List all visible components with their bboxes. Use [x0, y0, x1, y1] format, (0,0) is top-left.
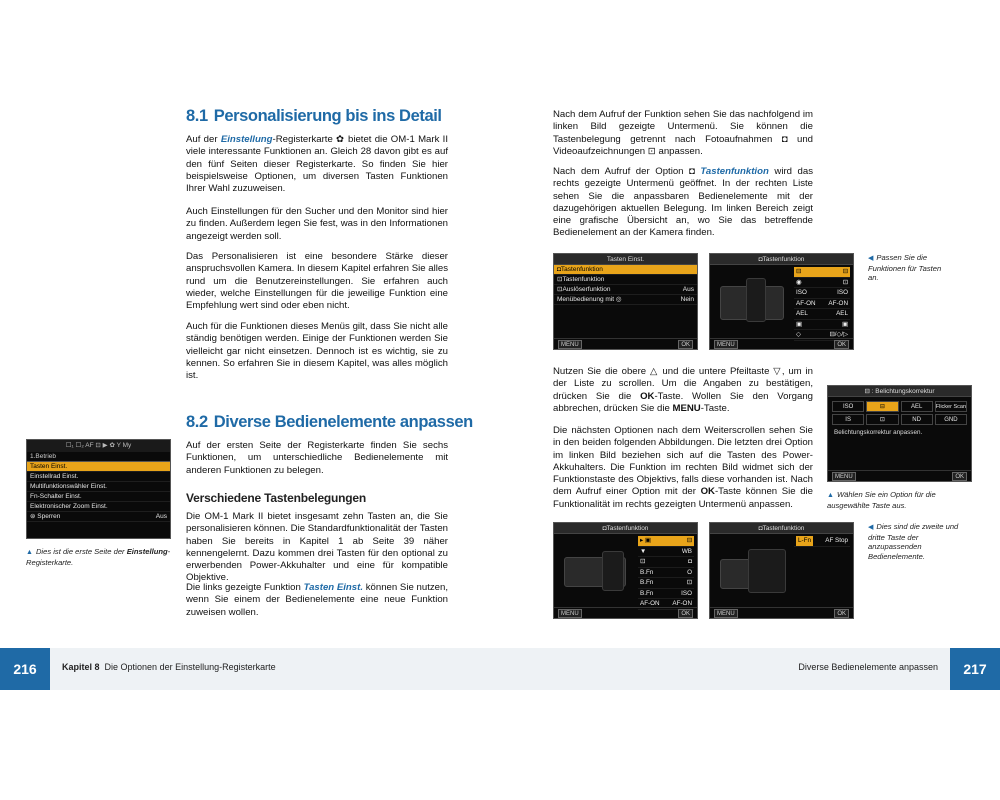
menu-row	[27, 492, 170, 502]
figure-caption	[868, 522, 963, 561]
subheading: Verschiedene Tastenbelegungen	[186, 491, 367, 505]
camera-menu-screenshot	[26, 439, 171, 539]
text: Dies ist die erste Seite der	[35, 547, 127, 556]
button-key: AEL	[796, 310, 808, 317]
menu-back-label: MENU	[832, 472, 856, 481]
button-key: ◉	[796, 278, 802, 286]
button-key: ISO	[796, 289, 807, 296]
button-key: ▣	[796, 320, 802, 328]
menu-back-label: MENU	[714, 340, 738, 349]
menu-row	[27, 472, 170, 482]
menu-page-label: 1.Betrieb	[27, 452, 170, 462]
button-key: ▸ ▣	[640, 537, 651, 544]
belichtungskorrektur-screen	[827, 385, 972, 482]
text: wird das rechts gezeigte Untermenü geöffnet. In der rechten Liste sehen Sie die anpassbaren Bedienelemente mit der dazugehörigen aktuellen Belegung. Im linken Bereich zeigt eine grafische Übersicht an, wo Sie das betreffende Bedienelement an der Kamera finden.	[553, 166, 814, 239]
text: OK	[700, 486, 715, 498]
paragraph-r1: Nach dem Aufruf der Funktion sehen Sie das nachfolgend im linken Bild gezeigte Untermenü. Sie können die Tastenbelegung getrennt nach Fotoaufnahmen ◘ und Videoaufzeichnungen ⊡ anpassen.	[553, 109, 813, 157]
button-value: ▣	[842, 320, 848, 328]
text: Wählen Sie ein Option für die ausgewählte Taste aus.	[827, 490, 936, 510]
button-key: AF-ON	[640, 600, 660, 607]
option-cell: ⊟	[866, 401, 898, 412]
caption-triangle-icon: ▲	[26, 549, 33, 556]
mapping-row	[794, 288, 850, 299]
mapping-row	[638, 578, 694, 589]
paragraph-2: Auch Einstellungen für den Sucher und den Monitor sind hier zu finden. Außerdem legen Sie fest, was in den Informationen angezeigt werden soll.	[186, 206, 448, 242]
text: -Taste. Wollen Sie den Vorgang abbrechen, drücken Sie die	[553, 390, 814, 414]
button-key: ⊡	[640, 558, 646, 565]
button-value: AEL	[836, 310, 848, 317]
paragraph-3: Das Personalisieren ist eine besondere Stärke dieser anspruchsvollen Kamera. In diesem Kapitel erfahren Sie alles rund um die Benutzereinstellungen. Sie erfahren auch wieder, welche Einstellungen für die jeweilige Funktion eine Empfehlung wert sind oder eben nicht.	[186, 251, 448, 312]
button-value: ⊡	[842, 278, 848, 286]
text: Die links gezeigte Funktion	[186, 582, 304, 593]
screen-title: Tasten Einst.	[554, 254, 697, 265]
text: Dies sind die zweite und dritte Taste der anzupassenden Bedienelemente.	[868, 522, 959, 561]
chapter-title: Die Optionen der Einstellung-Registerkarte	[104, 662, 276, 672]
mapping-row	[638, 547, 694, 558]
figure-caption	[868, 253, 953, 283]
camera-illustration	[718, 272, 788, 334]
ok-label: OK	[952, 472, 967, 481]
menu-back-label: MENU	[558, 609, 582, 618]
mapping-row	[794, 267, 850, 278]
option-cell: ND	[901, 414, 933, 425]
text: können Sie nutzen, wenn Sie einem der Bedienelemente eine neue Funktion zuweisen wollen.	[186, 582, 448, 618]
option-cell: ⊡	[866, 414, 898, 425]
paragraph-r4	[553, 425, 813, 511]
page-number-left: 216	[0, 648, 50, 690]
paragraph-r3	[553, 366, 813, 415]
mapping-row	[794, 299, 850, 310]
row-label: Einstellrad Einst.	[30, 473, 79, 480]
text: Nach dem Aufruf der Option ◘	[553, 166, 701, 177]
row-label: ⊡Tastenfunktion	[557, 276, 605, 283]
text: -Registerkarte ✿ bietet die OM-1 Mark II viele interessante Funktionen an. Gleich 28 davon gibt es auf den fünf Seiten dieser Registerkarte. So finden Sie hier beispielsweise Optionen, um diversen Tasten Funktionen Ihrer Wahl zuzuweisen.	[186, 134, 448, 195]
button-value: ⊟	[686, 537, 692, 544]
paragraph-r2	[553, 166, 813, 240]
paragraph-5: Auf der ersten Seite der Registerkarte finden Sie sechs Funktionen, um unterschiedliche Bedienelemente mit anderen Funktionen zu belegen.	[186, 440, 448, 476]
paragraph-4: Auch für die Funktionen dieses Menüs gilt, dass Sie nicht alle ständig benötigen werden. Einige der Funktionen werden Sie vielleicht gar nicht einsetzen. Dennoch ist es wichtig, sie zu kennen. So erfahren Sie in diesem Kapitel, was alles möglich ist.	[186, 321, 448, 382]
caption-triangle-icon: ◀	[868, 255, 874, 262]
camera-lens-shape	[748, 549, 786, 593]
chapter-label: Kapitel 8	[62, 662, 100, 672]
highlight-term: Tasten Einst.	[303, 582, 363, 593]
option-cell: ISO	[832, 401, 864, 412]
footer-chapter	[62, 662, 276, 672]
camera-lens-shape	[746, 278, 766, 322]
ok-label: OK	[678, 609, 693, 618]
menu-row	[554, 265, 697, 275]
mapping-row	[638, 557, 694, 568]
mapping-row	[794, 278, 850, 289]
paragraph-intro	[186, 134, 448, 195]
row-label: Menübedienung mit ◎	[557, 296, 622, 303]
section-title: Diverse Bedienelemente anpassen	[213, 413, 473, 431]
mapping-row	[794, 309, 850, 320]
button-key: L-Fn	[798, 537, 811, 544]
button-value: ISO	[837, 289, 848, 296]
button-value: O	[687, 568, 692, 576]
screen-footer	[710, 338, 853, 349]
option-grid	[828, 397, 971, 427]
button-value: AF-ON	[672, 600, 692, 607]
screen-title: ◘Tastenfunktion	[554, 523, 697, 534]
row-label: Multifunktionswähler Einst.	[30, 483, 107, 490]
menu-tabs: ☐₁ ☐₂ AF ⊡ ▶ ✿ Y My	[27, 440, 170, 452]
text: -Registerkarte.	[26, 547, 171, 567]
text: MENU	[672, 402, 701, 414]
row-label: ⊡Auslöserfunktion	[557, 286, 611, 293]
menu-row	[554, 275, 697, 285]
button-value: AF-ON	[828, 299, 848, 307]
section-heading-8-1	[186, 107, 442, 126]
row-label: ◘Tastenfunktion	[557, 266, 603, 273]
button-key: B.Fn	[640, 589, 654, 597]
button-key: B.Fn	[640, 568, 654, 576]
ok-label: OK	[678, 340, 693, 349]
button-mapping-list	[638, 536, 694, 610]
button-key: B.Fn	[640, 579, 654, 586]
screen-footer	[710, 607, 853, 618]
row-value: Nein	[680, 296, 694, 303]
paragraph-6: Die OM-1 Mark II bietet insgesamt zehn Tasten an, die Sie personalisieren können. Die Standardfunktionalität der Tasten haben Sie bereits in Kapitel 1 ab Seite 39 näher kennengelernt. Dazu kommen drei Tasten für den optional zu erwerbenden Power-Akkuhalter und eine für kompatible Objektive.	[186, 511, 448, 584]
row-label: Tasten Einst.	[30, 463, 68, 470]
button-key: AF-ON	[796, 299, 816, 307]
button-value: ⊡	[686, 579, 692, 586]
option-cell: AEL	[901, 401, 933, 412]
menu-row	[554, 295, 697, 305]
menu-row	[554, 285, 697, 295]
mapping-row	[638, 568, 694, 579]
text: -Taste.	[700, 402, 730, 414]
text: OK	[640, 390, 655, 402]
screen-footer	[828, 470, 971, 481]
text: Passen Sie die Funktionen für Tasten an.	[868, 253, 942, 282]
mapping-row	[794, 320, 850, 331]
menu-row	[27, 502, 170, 512]
button-key: ▼	[640, 547, 647, 555]
screen-title: ⊟ : Belichtungskorrektur	[828, 386, 971, 397]
menu-row	[27, 512, 170, 522]
paragraph-7	[186, 582, 448, 619]
menu-back-label: MENU	[558, 340, 582, 349]
tastenfunktion-screen-page2	[553, 522, 698, 619]
button-value: ◘	[688, 558, 692, 565]
option-description: Belichtungskorrektur anpassen.	[834, 429, 923, 436]
button-key: ⊟	[796, 268, 802, 275]
camera-lens-shape	[602, 551, 624, 591]
option-cell: GND	[935, 414, 967, 425]
text: Auf der	[186, 134, 221, 145]
row-label: Elektronischer Zoom Einst.	[30, 503, 108, 510]
mapping-row	[638, 536, 694, 547]
highlight-term: Tastenfunktion	[700, 166, 769, 177]
section-title: Personalisierung bis ins Detail	[213, 107, 442, 125]
button-value: ISO	[681, 589, 692, 597]
menu-back-label: MENU	[714, 609, 738, 618]
button-key: ◇	[796, 331, 801, 338]
menu-row	[27, 482, 170, 492]
button-value: ⊟/◇/▷	[829, 331, 848, 338]
screen-footer	[554, 338, 697, 349]
caption-triangle-icon: ◀	[868, 524, 874, 531]
row-value: Aus	[155, 513, 167, 520]
button-value: AF Stop	[825, 537, 848, 544]
figure-caption	[26, 547, 171, 567]
option-cell: IS	[832, 414, 864, 425]
tasten-einst-screen	[553, 253, 698, 350]
section-number: 8.2	[186, 413, 208, 431]
section-heading-8-2	[186, 413, 473, 432]
camera-illustration	[562, 541, 632, 603]
figure-caption	[827, 490, 967, 510]
ok-label: OK	[834, 609, 849, 618]
text: -Taste können Sie die Funktionalität im rechts gezeigten Untermenü anpassen.	[553, 486, 814, 510]
section-number: 8.1	[186, 107, 208, 125]
row-label: ⊜ Sperren	[30, 513, 61, 520]
button-value: WB	[681, 547, 692, 555]
highlight-term: Einstellung	[220, 134, 273, 145]
text: Die nächsten Optionen nach dem Weiterscrollen sehen Sie in den beiden folgenden Abbildungen. Die letzten drei Option im linken Bild beziehen sich auf die Tasten des Power-Akkuhalters. Die Funktion im rechten Bild widmet sich der Funktionstaste des Objektivs, falls diese vorhanden ist. Nach dem Aufruf einer Option mit der	[553, 425, 813, 498]
option-cell: Flicker Scan	[935, 401, 967, 412]
screen-footer	[554, 607, 697, 618]
row-label: Fn-Schalter Einst.	[30, 493, 82, 500]
footer-section: Diverse Bedienelemente anpassen	[798, 662, 938, 672]
button-value: ⊟	[842, 268, 848, 275]
text: Einstellung	[126, 547, 168, 556]
mapping-row	[638, 589, 694, 600]
ok-label: OK	[834, 340, 849, 349]
screen-title: ◘Tastenfunktion	[710, 523, 853, 534]
page-number-right: 217	[950, 648, 1000, 690]
tastenfunktion-screen	[709, 253, 854, 350]
tastenfunktion-screen-page3	[709, 522, 854, 619]
row-value: Aus	[682, 286, 694, 293]
button-mapping-list	[794, 267, 850, 341]
camera-illustration	[718, 543, 788, 603]
text: Nutzen Sie die obere △ und die untere Pfeiltaste ▽, um in der Liste zu scrollen. Um die Angaben zu bestätigen, drücken Sie die	[553, 366, 813, 402]
screen-title: ◘Tastenfunktion	[710, 254, 853, 265]
button-mapping-list	[794, 536, 850, 547]
menu-row	[27, 462, 170, 472]
caption-triangle-icon: ▲	[827, 492, 834, 499]
mapping-row	[794, 536, 850, 547]
